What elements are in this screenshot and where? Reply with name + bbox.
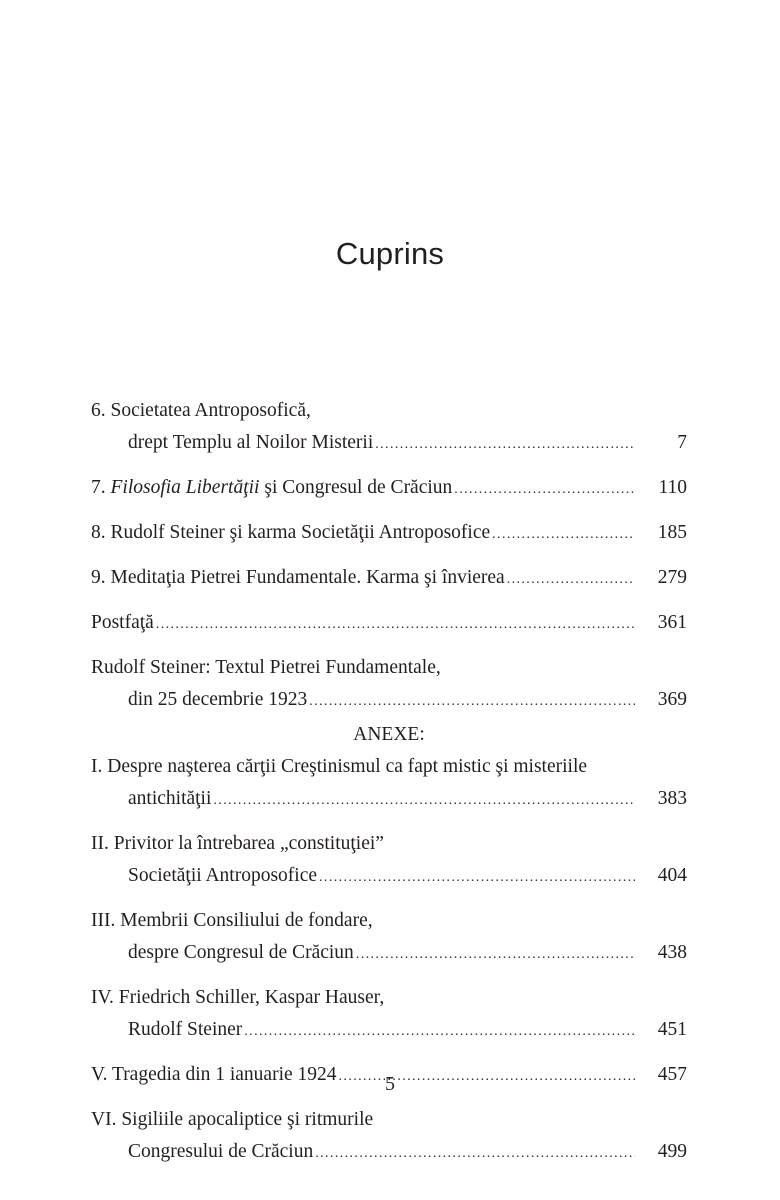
- page-number: 361: [657, 612, 687, 633]
- dot-leader: [356, 939, 635, 971]
- toc-line: [91, 684, 687, 716]
- toc-entry-title-cont: despre Congresul de Crăciun: [128, 942, 354, 963]
- toc-entry-title: Postfaţă: [91, 612, 154, 633]
- toc-anexa-2: [91, 828, 687, 892]
- toc-entry-title-cont: drept Templu al Noilor Misterii: [128, 432, 374, 453]
- toc-entry-title: IV. Friedrich Schiller, Kaspar Hauser,: [91, 987, 385, 1008]
- toc-line: [91, 905, 687, 937]
- toc-line: [91, 982, 687, 1014]
- folio-page-number: 5: [385, 1073, 395, 1095]
- toc-entry-title: I. Despre naşterea cărţii Creştinismul ca fapt mistic şi misteriile: [91, 756, 588, 777]
- toc-line: [91, 607, 687, 639]
- page-number: 499: [657, 1141, 687, 1162]
- dot-leader: [213, 785, 635, 817]
- toc-line: [91, 751, 687, 783]
- toc-entry-title: [91, 472, 452, 504]
- dot-leader: [507, 564, 635, 596]
- toc-anexa-3: [91, 905, 687, 969]
- toc-entry-6: [91, 395, 687, 459]
- page-number: 383: [657, 788, 687, 809]
- toc-entry-title: III. Membrii Consiliului de fondare,: [91, 910, 373, 931]
- toc-anexa-4: [91, 982, 687, 1046]
- page-number: 110: [658, 477, 687, 498]
- toc-line: [91, 783, 687, 815]
- anexe-heading: ANEXE:: [353, 724, 425, 745]
- toc-line: [91, 860, 687, 892]
- dot-leader: [492, 519, 635, 551]
- dot-leader: [454, 474, 635, 506]
- toc-line: [91, 472, 687, 504]
- toc-entry-7: [91, 472, 687, 504]
- toc-entry-title: 6. Societatea Antroposofică,: [91, 400, 311, 421]
- toc-entry-title-rest: şi Congresul de Crăciun: [259, 477, 453, 498]
- toc-line: [91, 652, 687, 684]
- dot-leader: [375, 429, 635, 461]
- book-title-italic: Filosofia Libertăţii: [110, 477, 260, 498]
- toc-entry-title: VI. Sigiliile apocaliptice şi ritmurile: [91, 1109, 374, 1130]
- page-number: 185: [657, 522, 687, 543]
- page-number: 451: [657, 1019, 687, 1040]
- toc-entry-title: 9. Meditaţia Pietrei Fundamentale. Karma şi învierea: [91, 567, 505, 588]
- table-of-contents: [91, 395, 687, 1181]
- page-number: 369: [657, 689, 687, 710]
- toc-entry-number: 7.: [91, 477, 111, 498]
- toc-line: [91, 1104, 687, 1136]
- dot-leader: [315, 1138, 635, 1170]
- dot-leader: [244, 1016, 635, 1048]
- page-number: 279: [657, 567, 687, 588]
- page-number: 438: [657, 942, 687, 963]
- dot-leader: [156, 609, 635, 641]
- toc-line: [91, 1014, 687, 1046]
- page-title: Cuprins: [335, 236, 445, 271]
- toc-entry-9: [91, 562, 687, 594]
- toc-line: [91, 828, 687, 860]
- toc-entry-title: 8. Rudolf Steiner şi karma Societăţii Antroposofice: [91, 522, 491, 543]
- toc-line: [91, 1136, 687, 1168]
- toc-anexa-1: [91, 751, 687, 815]
- page-number: 457: [657, 1064, 687, 1085]
- toc-line: [91, 395, 687, 427]
- toc-entry-title: Rudolf Steiner: Textul Pietrei Fundamentale,: [91, 657, 441, 678]
- toc-entry-title: V. Tragedia din 1 ianuarie 1924: [91, 1064, 337, 1085]
- toc-line: [91, 517, 687, 549]
- toc-entry-title-cont: Societăţii Antroposofice: [128, 865, 318, 886]
- toc-entry-title-cont: Congresului de Crăciun: [128, 1141, 314, 1162]
- page-number: 7: [677, 432, 687, 453]
- toc-line: [91, 427, 687, 459]
- page-number: 404: [657, 865, 687, 886]
- dot-leader: [319, 862, 635, 894]
- dot-leader: [309, 686, 635, 718]
- toc-entry-title-cont: Rudolf Steiner: [128, 1019, 243, 1040]
- toc-entry-title-cont: antichităţii: [128, 788, 212, 809]
- toc-line: [91, 562, 687, 594]
- toc-entry-text-piatra: [91, 652, 687, 716]
- toc-entry-8: [91, 517, 687, 549]
- toc-entry-postfata: [91, 607, 687, 639]
- toc-entry-title: II. Privitor la întrebarea „constituţiei”: [91, 833, 384, 854]
- toc-line: [91, 937, 687, 969]
- toc-anexa-6: [91, 1104, 687, 1168]
- toc-entry-title-cont: din 25 decembrie 1923: [128, 689, 308, 710]
